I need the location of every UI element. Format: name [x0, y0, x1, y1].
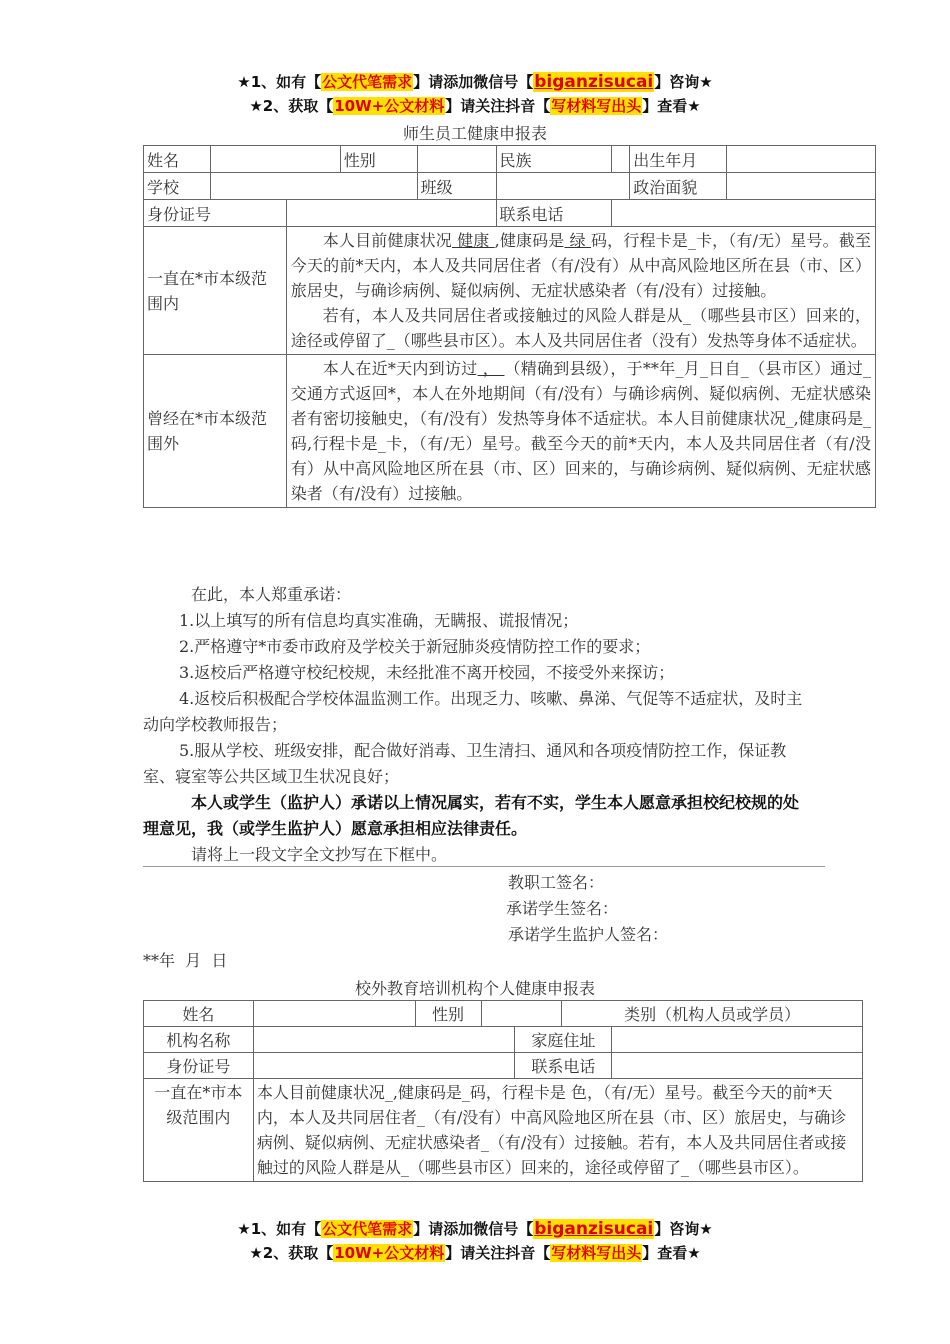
guardian-signature-label: 承诺学生监护人签名：	[508, 925, 669, 944]
student-signature-label: 承诺学生签名：	[506, 899, 619, 918]
promo-banner-top	[0, 70, 950, 118]
political-label: 政治面貌	[630, 173, 727, 200]
promo-line-2	[0, 94, 950, 118]
id-label: 身份证号	[144, 200, 287, 227]
f2-id-field[interactable]	[253, 1053, 515, 1079]
date-line: **年 月 日	[143, 951, 228, 970]
text: 本人在近*天内到访过	[322, 359, 478, 378]
inside-city-label: 一直在*市本级范围内	[144, 227, 287, 355]
promo-text: ★2、获取【	[249, 97, 334, 115]
staff-signature-label: 教职工签名：	[508, 873, 605, 892]
promo-highlight: 写材料写出头	[551, 97, 642, 115]
f2-inside-city-text[interactable]: 本人目前健康状况_,健康码是_码，行程卡是 色，（有/无）星号。截至今天的前*天内，本人及共同居住者_（有/没有）中高风险地区所在县（市、区）旅居史，与确诊病例、疑似病例、无症状感染者_（有/没有）过接触。若有，本人及共同居住者或接触过的风险人群是从_（哪些县市区）回来的，途径或停留了_（哪些县市区）。	[253, 1079, 862, 1182]
promo-wechat-id: biganzisucai	[534, 1219, 654, 1239]
promo-highlight: 10W+公文材料	[334, 97, 445, 115]
form2-title: 校外教育培训机构个人健康申报表	[354, 979, 595, 998]
promo-text: 】查看★	[642, 97, 701, 115]
form1-table	[143, 145, 876, 508]
gender-field[interactable]	[417, 146, 496, 173]
f2-address-field[interactable]	[612, 1027, 863, 1053]
school-label: 学校	[144, 173, 211, 200]
pledge-bold-statement: 本人或学生（监护人）承诺以上情况属实，若有不实，学生本人愿意承担校纪校规的处理意见，我（或学生监护人）愿意承担相应法律责任。	[143, 793, 800, 838]
copy-note: 请将上一段文字全文抄写在下框中。	[191, 845, 448, 864]
pledge-section	[143, 582, 803, 868]
f2-phone-label: 联系电话	[515, 1053, 612, 1079]
outside-city-cell[interactable]	[286, 355, 875, 508]
f2-address-label: 家庭住址	[515, 1027, 612, 1053]
class-label: 班级	[417, 173, 496, 200]
inside-para-1	[291, 228, 871, 303]
pledge-intro: 在此，本人郑重承诺：	[191, 585, 352, 604]
promo-text: 】咨询★	[654, 1220, 713, 1238]
birth-field[interactable]	[727, 146, 876, 173]
promo-wechat-id: biganzisucai	[534, 72, 654, 92]
birth-label: 出生年月	[630, 146, 727, 173]
pledge-item-2: 2.严格遵守*市委市政府及学校关于新冠肺炎疫情防控工作的要求；	[179, 637, 651, 656]
name-field[interactable]	[210, 146, 340, 173]
gender-label: 性别	[340, 146, 417, 173]
f2-name-field[interactable]	[253, 1001, 415, 1027]
promo-text: 】请添加微信号【	[413, 73, 534, 91]
school-field[interactable]	[210, 173, 417, 200]
promo-banner-bottom	[0, 1217, 950, 1265]
ethnicity-label: 民族	[496, 146, 612, 173]
inside-para-2: 若有，本人及共同居住者或接触过的风险人群是从_（哪些县市区）回来的，途径或停留了_（哪些县市区）。本人及共同居住者（没有）发热等身体不适症状。	[290, 306, 871, 350]
promo-text: 】请添加微信号【	[413, 1220, 534, 1238]
class-field[interactable]	[496, 173, 630, 200]
f2-org-label: 机构名称	[144, 1027, 254, 1053]
health-status-value: 健康	[451, 231, 495, 250]
inside-city-cell[interactable]	[286, 227, 875, 355]
text: 码，行程卡是_卡，（有/无）星号。截至今天的前*天内，本人及共同居住者（有/没有）从中高风险地区所在县（市、区）旅居史，与确诊病例、疑似病例、无症状感染者（有/没有）过接触。	[290, 231, 871, 300]
promo-text: 】请关注抖音【	[445, 97, 551, 115]
promo-text: ★1、如有【	[237, 73, 322, 91]
promo-line-2	[0, 1241, 950, 1265]
f2-id-label: 身份证号	[144, 1053, 254, 1079]
promo-highlight: 10W+公文材料	[334, 1244, 445, 1262]
text: ,健康码是	[494, 231, 565, 250]
health-code-value: 绿	[564, 231, 592, 250]
phone-label: 联系电话	[496, 200, 612, 227]
outside-city-label: 曾经在*市本级范围外	[144, 355, 287, 508]
f2-inside-city-label: 一直在*市本级范围内	[144, 1079, 254, 1182]
f2-gender-field[interactable]	[481, 1001, 562, 1027]
political-field[interactable]	[727, 173, 876, 200]
text: 本人目前健康状况	[322, 231, 452, 250]
f2-category-label: 类别（机构人员或学员）	[562, 1001, 863, 1027]
name-label: 姓名	[144, 146, 211, 173]
f2-name-label: 姓名	[144, 1001, 254, 1027]
promo-text: 】咨询★	[654, 73, 713, 91]
f2-org-field[interactable]	[253, 1027, 515, 1053]
pledge-item-5: 5.服从学校、班级安排，配合做好消毒、卫生清扫、通风和各项疫情防控工作，保证教室、寝室等公共区域卫生状况良好；	[143, 741, 787, 786]
visited-place-value: ，	[477, 359, 505, 378]
promo-text: ★1、如有【	[237, 1220, 322, 1238]
text: （精确到县级），于**年_月_日自_（县市区）通过_交通方式返回*，本人在外地期间（有/没有）与确诊病例、疑似病例、无症状感染者有密切接触史，（有/没有）发热等身体不适症状。本人目前健康状况_,健康码是_码,行程卡是_卡，（有/无）星号。截至今天的前*天内，本人及共同居住者（有/没有）从中高风险地区所在县（市、区）回来的，与确诊病例、疑似病例、无症状感染者（有/没有）过接触。	[290, 359, 871, 503]
promo-text: 】请关注抖音【	[445, 1244, 551, 1262]
promo-highlight: 写材料写出头	[551, 1244, 642, 1262]
pledge-item-1: 1.以上填写的所有信息均真实准确，无瞒报、谎报情况；	[179, 611, 579, 630]
form2-table	[143, 1000, 863, 1182]
form1-title: 师生员工健康申报表	[402, 124, 547, 143]
promo-highlight: 公文代笔需求	[322, 1220, 413, 1238]
pledge-item-4: 4.返校后积极配合学校体温监测工作。出现乏力、咳嗽、鼻涕、气促等不适症状，及时主动向学校教师报告；	[143, 689, 803, 734]
promo-text: 】查看★	[642, 1244, 701, 1262]
id-field[interactable]	[286, 200, 496, 227]
copy-box-line	[143, 866, 825, 867]
ethnicity-field[interactable]	[612, 146, 630, 173]
promo-text: ★2、获取【	[249, 1244, 334, 1262]
f2-phone-field[interactable]	[612, 1053, 863, 1079]
phone-field[interactable]	[612, 200, 876, 227]
promo-line-1	[0, 1217, 950, 1241]
f2-gender-label: 性别	[415, 1001, 481, 1027]
promo-highlight: 公文代笔需求	[322, 73, 413, 91]
pledge-item-3: 3.返校后严格遵守校纪校规，未经批准不离开校园，不接受外来探访；	[179, 663, 675, 682]
promo-line-1	[0, 70, 950, 94]
outside-para	[291, 356, 871, 506]
